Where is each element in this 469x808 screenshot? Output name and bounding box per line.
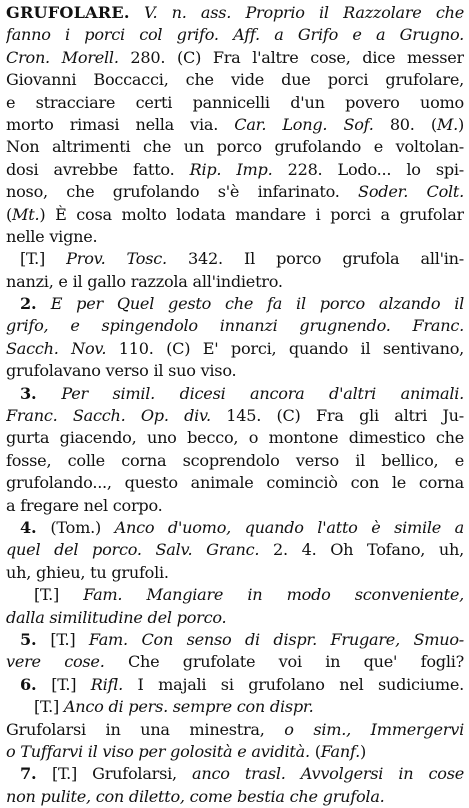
text-segment: M. [436,114,458,134]
text-segment: Per simil. dicesi ancora d'altri animali. [61,383,464,403]
text-line [6,472,464,494]
text-segment: ) [360,741,367,761]
text-segment: Fam. Mangiare in modo sconveniente, [83,585,464,605]
text-segment: I majali si grufolano nel sudiciume. [123,674,464,694]
text-line [6,360,464,382]
text-segment: Soder. Colt. [358,182,464,202]
text-segment: V. n. ass. Proprio il Razzolare che [143,3,464,22]
text-segment: 228. Lodo... lo spi- [272,159,464,179]
text-segment: (Tom.) [50,517,115,537]
text-line [6,2,464,24]
text-line [6,629,464,651]
text-segment: 145. (C) Fra gli altri Ju- [210,406,464,426]
text-segment: fosse, colle corna scoprendolo verso il bellico, e [6,450,464,470]
text-segment: grufolavano verso il suo viso. [6,361,237,381]
text-segment: 2. [20,294,51,314]
text-segment: [T.] Grufolarsi, [51,764,193,784]
text-segment: Anco di pers. sempre con dispr. [63,697,314,717]
text-segment: Giovanni Boccacci, che vide due porci grufolare, [6,70,464,90]
text-segment: Che grufolate voi in que' fogli? [104,652,464,672]
text-segment: fanno i porci col grifo. Aff. a Grifo e a Grugno. [6,25,464,45]
text-segment: 342. Il porco grufola all'in- [166,249,464,269]
text-segment: Cron. Morell. [6,47,119,67]
text-line [6,696,464,718]
text-segment: o Tuffarvi il viso per golosità e avidità. [6,741,310,761]
text-line [6,674,464,696]
text-segment: Prov. Tosc. [66,249,167,269]
text-line [6,450,464,472]
text-segment: ) È cosa molto lodata mandare i porci a grufolar [39,204,464,224]
text-line [6,271,464,293]
text-segment: [T.] [20,249,67,269]
text-line [6,248,464,270]
text-segment: 2. 4. Oh Tofano, uh, [259,540,464,560]
text-segment: nanzi, e il gallo razzola all'indietro. [6,271,283,291]
text-segment: grifo, e spingendolo innanzi grugnendo. Franc. [6,316,464,336]
text-segment: 110. (C) E' porci, quando il sentivano, [106,338,464,358]
text-segment: 80. ( [373,114,437,134]
text-line [6,517,464,539]
text-line [6,315,464,337]
text-segment: Car. Long. Sof. [234,114,374,134]
text-segment: 5. [20,629,51,649]
text-line [6,719,464,741]
text-segment: gurta giacendo, uno becco, o montone dimestico che [6,428,464,448]
text-line [6,427,464,449]
text-segment: non pulite, con diletto, come bestia che grufola. [6,786,385,806]
text-line [6,92,464,114]
text-line [6,405,464,427]
entry-grufolare [6,2,464,808]
text-segment: quel del porco. Salv. Granc. [6,540,260,560]
text-line [6,114,464,136]
text-line [6,69,464,91]
text-line [6,651,464,673]
text-line [6,24,464,46]
text-line [6,607,464,629]
text-segment: ( [309,741,321,761]
text-segment: Mt. [12,204,40,224]
text-line [6,562,464,584]
text-segment: [T.] [50,629,89,649]
text-segment: 4. [20,517,51,537]
text-segment: E per Quel gesto che fa il porco alzando il [50,294,464,314]
text-segment: Rifl. [90,674,124,694]
text-segment: Grufolarsi in una minestra, [6,719,285,739]
text-line [6,293,464,315]
text-line [6,226,464,248]
text-segment: e stracciare certi pannicelli d'un povero uomo [6,92,464,112]
text-segment: Anco d'uomo, quando l'atto è simile a [114,517,464,537]
text-line [6,584,464,606]
text-line [6,338,464,360]
text-segment: ) [457,114,464,134]
text-segment: Fanf. [320,741,361,761]
text-segment: dalla similitudine del porco. [6,607,227,627]
text-segment: uh, ghieu, tu grufoli. [6,562,169,582]
text-segment: Rip. Imp. [189,159,273,179]
text-segment: ( [6,204,13,224]
text-segment: 6. [20,674,52,694]
text-segment: a fregare nel corpo. [6,495,163,515]
headword: GRUFOLARE. [6,3,130,22]
text-segment: morto rimasi nella via. [6,114,235,134]
text-line [6,495,464,517]
text-segment: grufolando..., questo animale cominciò con le corna [6,473,464,493]
text-line [6,763,464,785]
text-segment: Non altrimenti che un porco grufolando e voltolan- [6,137,464,157]
text-segment: o sim., Immergervi [284,719,464,739]
text-segment: Fam. Con senso di dispr. Frugare, Smuo- [88,629,464,649]
text-segment: noso, che grufolando s'è infarinato. [6,182,359,202]
text-line [6,786,464,808]
text-segment: 280. (C) Fra l'altre cose, dice messer [118,47,464,67]
text-segment: [T.] [51,674,91,694]
text-line [6,204,464,226]
text-line [6,181,464,203]
text-segment: Sacch. Nov. [6,338,107,358]
text-segment: Franc. Sacch. Op. div. [6,406,211,426]
text-segment: vere cose. [6,652,105,672]
text-line [6,136,464,158]
text-segment: dosi avrebbe fatto. [6,159,190,179]
text-line [6,539,464,561]
text-line [6,741,464,763]
text-line [6,159,464,181]
text-segment: [T.] [34,585,84,605]
text-line [6,47,464,69]
text-segment: 3. [20,383,62,403]
text-segment [130,3,144,22]
text-line [6,383,464,405]
text-segment: 7. [20,764,52,784]
text-segment: anco trasl. Avvolgersi in cose [192,764,464,784]
text-segment: [T.] [34,697,64,717]
text-segment: nelle vigne. [6,226,98,246]
